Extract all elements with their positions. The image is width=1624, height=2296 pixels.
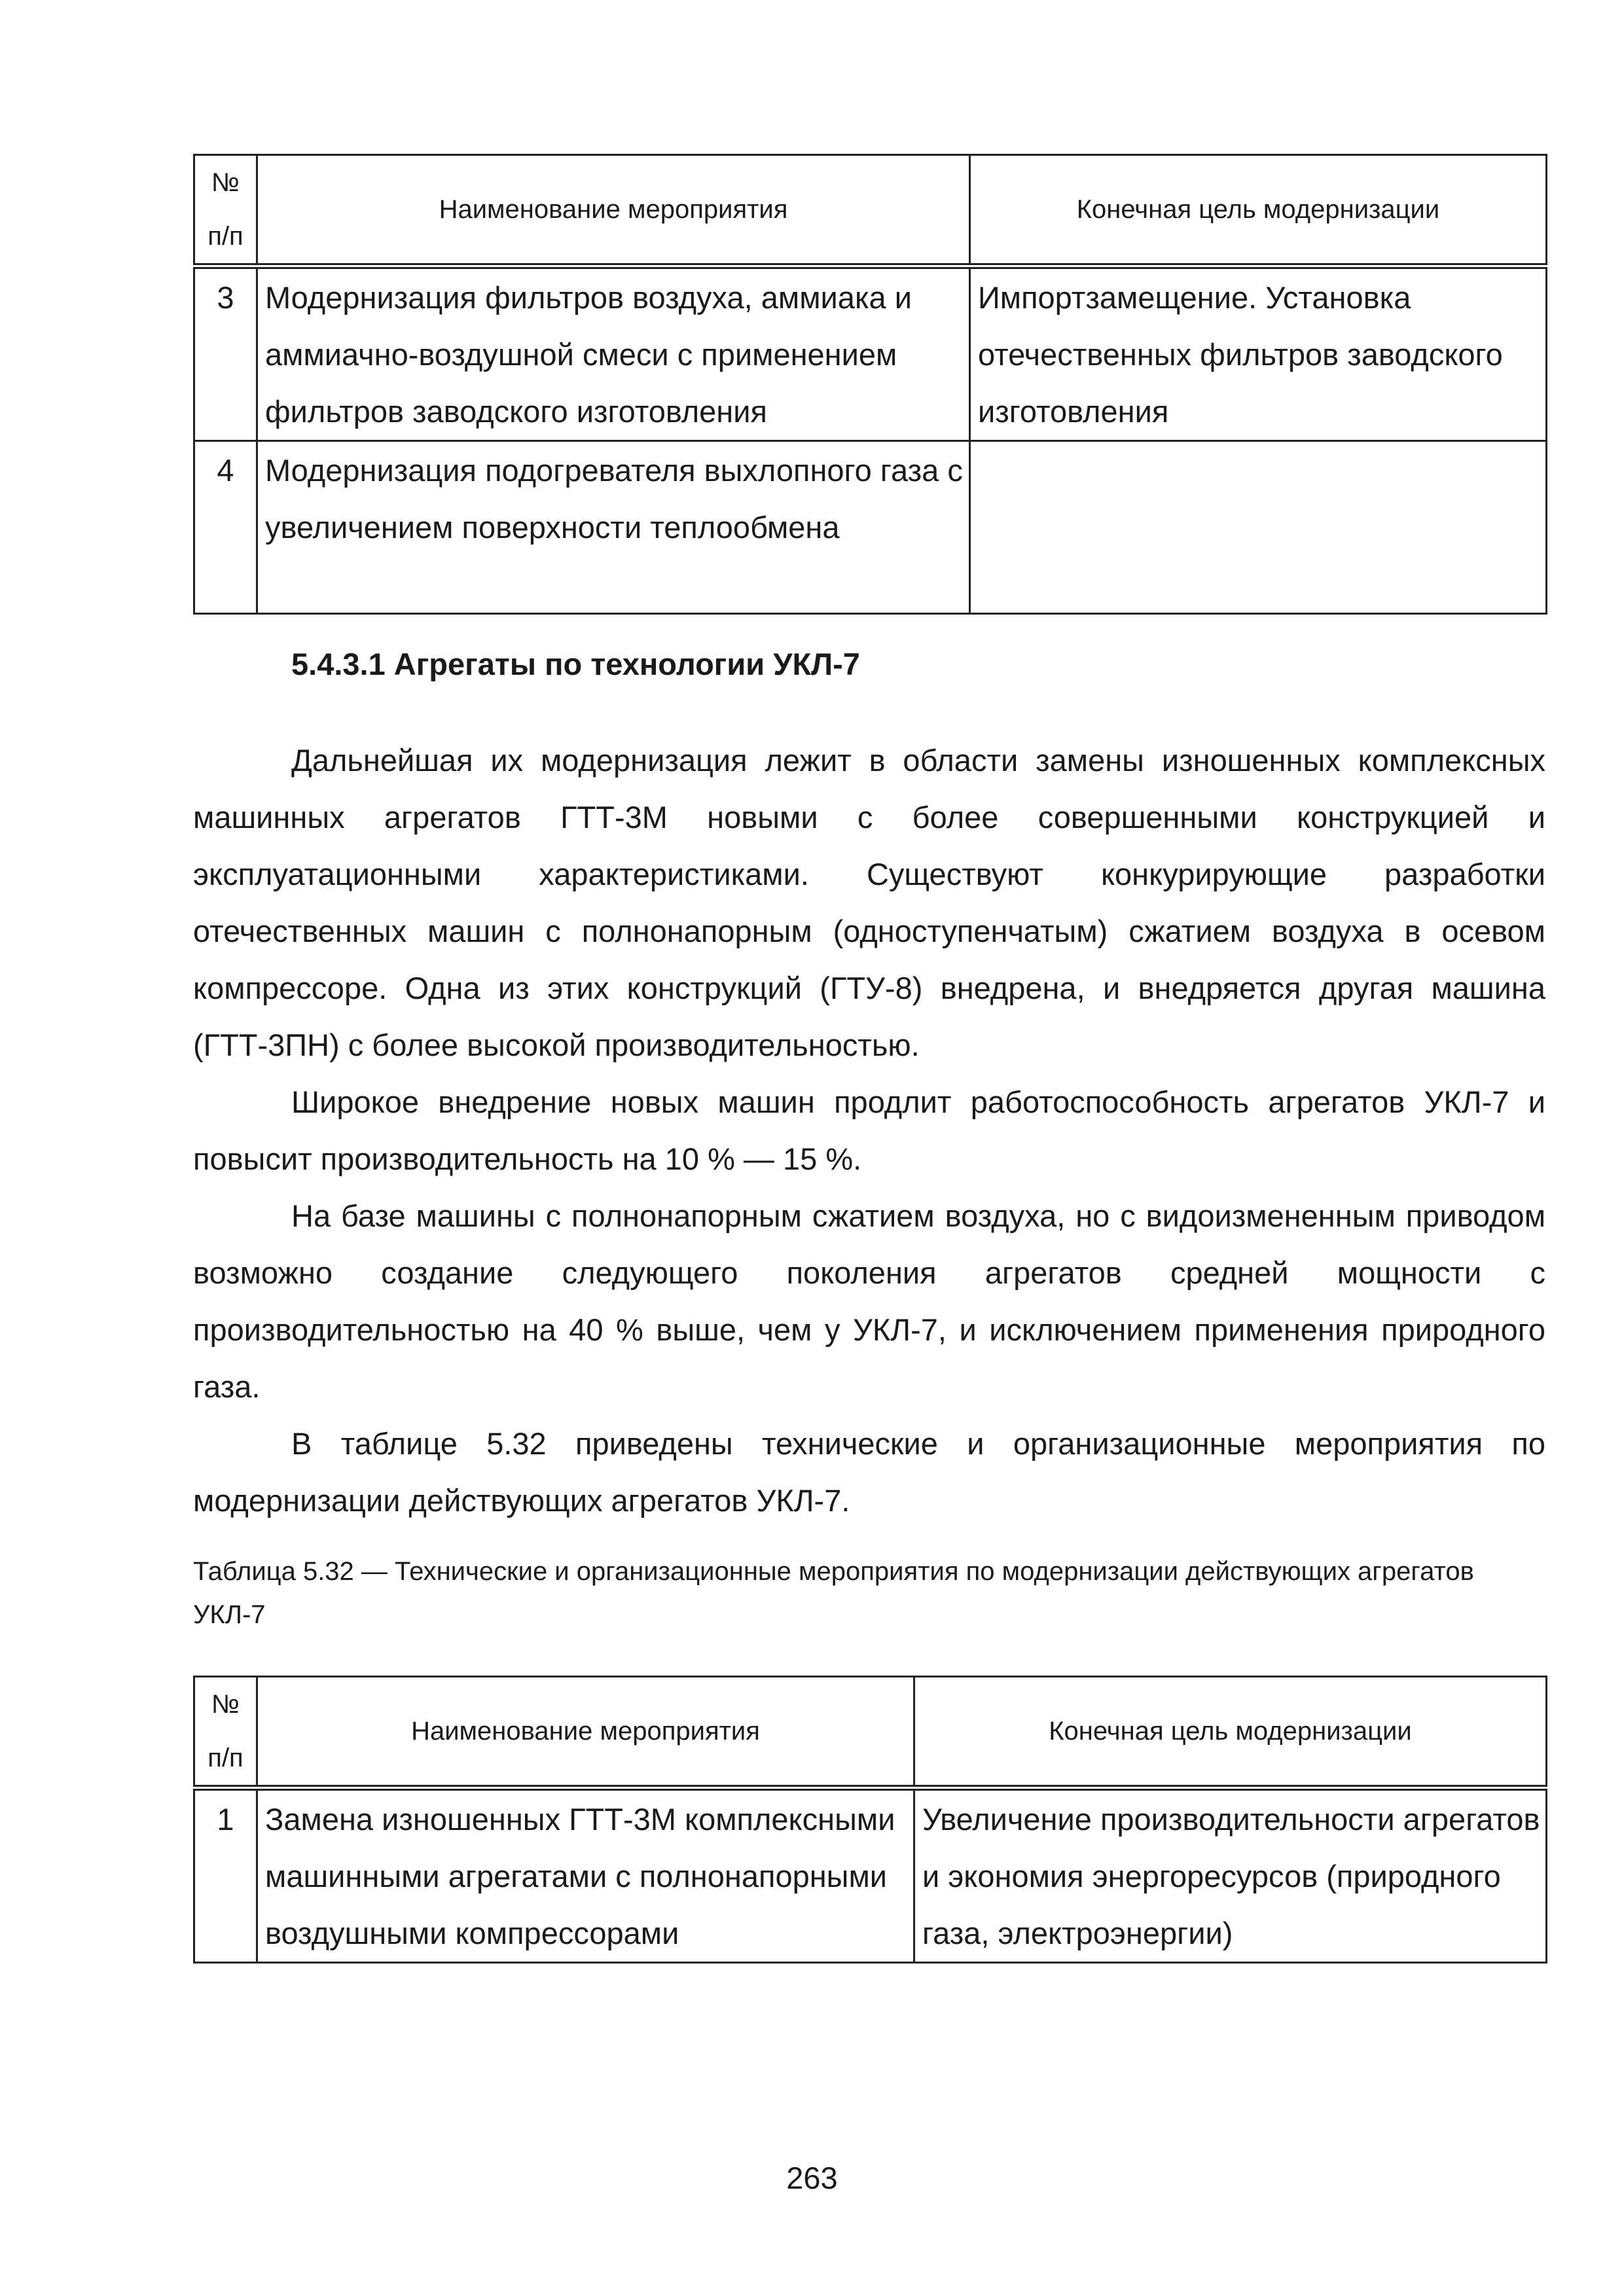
paragraph-2	[193, 1073, 1545, 1187]
row-name: Модернизация фильтров воздуха, аммиака и аммиачно-воздушной смеси с применением фильтров заводского изготовления	[257, 266, 970, 441]
paragraph-4	[193, 1415, 1545, 1529]
paragraph-3-text: На базе машины с полнонапорным сжатием воздуха, но с видоизмененным приводом возможно создание следующего поколения агрегатов средней мощности с производительностью на 40 % выше, чем у УКЛ-7, и исключением применения природного газа.	[193, 1198, 1545, 1404]
paragraph-3	[193, 1187, 1545, 1415]
row-name: Замена изношенных ГТТ-3М комплексными машинными агрегатами с полнонапорными воздушными компрессорами	[257, 1788, 914, 1963]
table-caption: Таблица 5.32 — Технические и организационные мероприятия по модернизации действующих агрегатов УКЛ-7	[193, 1557, 1474, 1629]
paragraph-1	[193, 732, 1545, 1073]
table-header-row	[194, 155, 1547, 266]
measures-table-5-32	[193, 1676, 1547, 1964]
table-row	[194, 266, 1547, 441]
paragraph-2-text: Широкое внедрение новых машин продлит работоспособность агрегатов УКЛ-7 и повысит производительность на 10 % — 15 %.	[193, 1085, 1545, 1176]
header-name: Наименование мероприятия	[257, 1677, 914, 1788]
row-num: 3	[194, 266, 257, 441]
table-row	[194, 441, 1547, 614]
row-name: Модернизация подогревателя выхлопного газа с увеличением поверхности теплообмена	[257, 441, 970, 614]
row-num: 4	[194, 441, 257, 614]
row-goal: Увеличение производительности агрегатов и экономия энергоресурсов (природного газа, электроэнергии)	[914, 1788, 1547, 1963]
header-name: Наименование мероприятия	[257, 155, 970, 266]
table-row	[194, 1788, 1547, 1963]
paragraph-4-text: В таблице 5.32 приведены технические и организационные мероприятия по модернизации действующих агрегатов УКЛ-7.	[193, 1426, 1545, 1518]
table-header-row	[194, 1677, 1547, 1788]
header-goal: Конечная цель модернизации	[914, 1677, 1547, 1788]
header-goal: Конечная цель модернизации	[970, 155, 1547, 266]
page-number: 263	[786, 2161, 838, 2195]
header-num: № п/п	[194, 1677, 257, 1788]
section-heading: 5.4.3.1 Агрегаты по технологии УКЛ-7	[291, 647, 860, 681]
measures-table-continued	[193, 154, 1547, 615]
row-goal	[970, 441, 1547, 614]
row-goal: Импортзамещение. Установка отечественных фильтров заводского изготовления	[970, 266, 1547, 441]
row-num: 1	[194, 1788, 257, 1963]
paragraph-1-text: Дальнейшая их модернизация лежит в области замены изношенных комплексных машинных агрегатов ГТТ-3М новыми с более совершенными конструкцией и эксплуатационными характеристиками. Существуют конкурирующие разработки отечественных машин с полнонапорным (одноступенчатым) сжатием воздуха в осевом компрессоре. Одна из этих конструкций (ГТУ-8) внедрена, и внедряется другая машина (ГТТ-3ПН) с более высокой производительностью.	[193, 743, 1545, 1062]
header-num: № п/п	[194, 155, 257, 266]
